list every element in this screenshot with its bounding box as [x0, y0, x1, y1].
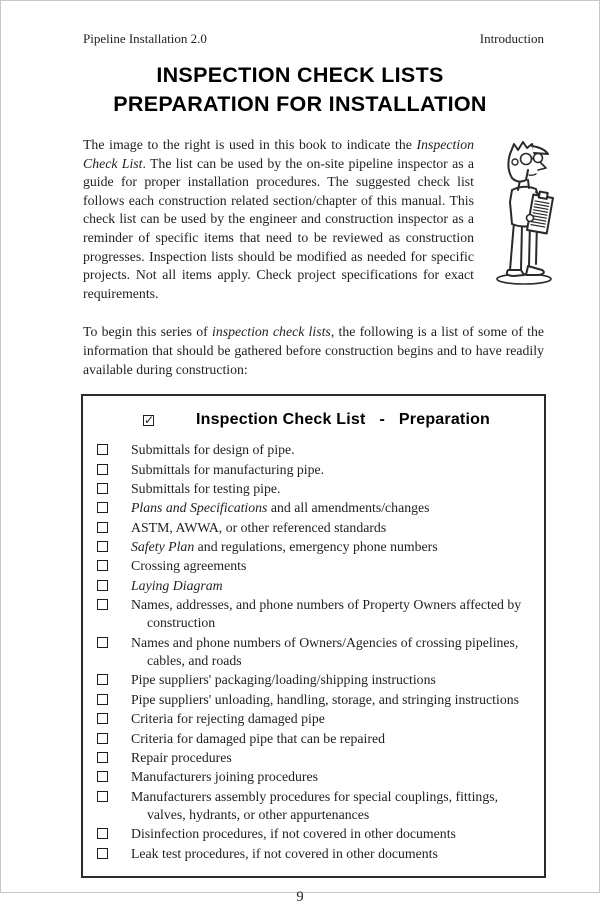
checkbox-unchecked-icon: [97, 848, 108, 859]
checklist-item: [97, 461, 536, 479]
checkbox-checked-icon: [143, 415, 154, 426]
checkbox-unchecked-icon: [97, 752, 108, 763]
checkbox-unchecked-icon: [97, 694, 108, 705]
intro-paragraph-italic: Inspection Check List: [83, 137, 474, 171]
checklist-header: [97, 411, 536, 429]
checklist-item: [97, 519, 536, 537]
checklist-item-label: Safety Plan and regulations, emergency phone numbers: [131, 539, 438, 555]
lead-in-paragraph-text-pre: To begin this series of: [83, 324, 212, 340]
checklist-item-label: Submittals for manufacturing pipe.: [131, 461, 325, 477]
lead-in-paragraph: [83, 323, 544, 379]
checkbox-unchecked-icon: [97, 674, 108, 685]
checklist-item-label: Pipe suppliers' packaging/loading/shipping instructions: [131, 672, 436, 688]
checklist-item-label: Criteria for rejecting damaged pipe: [131, 711, 325, 727]
checklist-item: [97, 671, 536, 689]
checklist-item: [97, 441, 536, 459]
checklist-item-label: Crossing agreements: [131, 558, 247, 574]
intro-paragraph-text-pre: The image to the right is used in this book to indicate the: [83, 137, 417, 152]
checkbox-unchecked-icon: [97, 541, 108, 552]
checkbox-unchecked-icon: [97, 502, 108, 513]
lead-in-paragraph-text-post: , the following is a list of some of the information that should be gathered before construction begins and to have readily available during construction:: [83, 324, 544, 377]
running-head-right: Introduction: [479, 31, 544, 46]
checklist-item: [97, 825, 536, 843]
checkbox-unchecked-icon: [97, 580, 108, 591]
checklist-item: [97, 730, 536, 748]
checkbox-unchecked-icon: [97, 444, 108, 455]
checklist-item: [97, 499, 536, 517]
checklist-item: [97, 788, 536, 824]
page-title: [1, 61, 599, 119]
checklist-title: Inspection Check List - Preparation: [195, 411, 491, 429]
checklist-item: [97, 634, 536, 670]
checklist-item: [97, 596, 536, 632]
inspection-checklist-box: [81, 394, 546, 878]
checklist-item: [97, 710, 536, 728]
checklist-item-label: Names, addresses, and phone numbers of Property Owners affected by construction: [131, 597, 522, 631]
checklist-item-label: Plans and Specifications and all amendments/changes: [131, 500, 430, 516]
running-head: [83, 31, 544, 47]
page-title-line-2: PREPARATION FOR INSTALLATION: [113, 92, 487, 116]
inspector-cartoon-icon: [484, 136, 570, 288]
checkbox-unchecked-icon: [97, 791, 108, 802]
lead-in-paragraph-italic: inspection check lists: [212, 324, 331, 340]
page-title-line-1: INSPECTION CHECK LISTS: [156, 63, 444, 87]
checklist-item-label: Disinfection procedures, if not covered in other documents: [131, 826, 456, 842]
checkbox-unchecked-icon: [97, 771, 108, 782]
checklist-item: [97, 749, 536, 767]
checklist-item: [97, 845, 536, 863]
checklist-item: [97, 538, 536, 556]
checklist-item-label: Submittals for design of pipe.: [131, 442, 295, 458]
checkbox-unchecked-icon: [97, 464, 108, 475]
checklist-item-label: Manufacturers assembly procedures for special couplings, fittings, valves, hydrants, or other appurtenances: [131, 788, 499, 822]
checkbox-unchecked-icon: [97, 560, 108, 571]
checklist-item: [97, 768, 536, 786]
checklist-item-label: Repair procedures: [131, 750, 232, 765]
inspector-clipboard-illustration: [484, 136, 570, 288]
checklist-item: [97, 557, 536, 575]
checklist-item-label: ASTM, AWWA, or other referenced standards: [131, 519, 387, 535]
checkbox-unchecked-icon: [97, 483, 108, 494]
intro-paragraph-text-post: . The list can be used by the on-site pipeline inspector as a guide for proper installation procedures. The suggested check list follows each construction related section/chapter of this manual. This check list can be used by the engineer and construction inspector as a reminder of specific items that need to be reviewed as construction progresses. Inspection lists should be modified as needed for specific projects. Not all items apply. Check project specifications for exact requirements.: [83, 155, 474, 301]
page-number: 9: [296, 889, 304, 906]
checkbox-unchecked-icon: [97, 733, 108, 744]
checklist-item-label: Names and phone numbers of Owners/Agencies of crossing pipelines, cables, and roads: [131, 634, 519, 669]
checklist-item-label: Leak test procedures, if not covered in other documents: [131, 845, 438, 861]
checklist-item-label: Submittals for testing pipe.: [131, 480, 281, 496]
checklist-item: [97, 577, 536, 595]
checklist-items: [97, 441, 536, 863]
intro-paragraph: [83, 136, 544, 303]
checkbox-unchecked-icon: [97, 522, 108, 533]
running-head-left: Pipeline Installation 2.0: [83, 31, 207, 46]
checkbox-unchecked-icon: [97, 599, 108, 610]
checklist-item-label: Manufacturers joining procedures: [131, 769, 318, 785]
checklist-item-label: Laying Diagram: [131, 577, 223, 593]
checklist-item: [97, 480, 536, 498]
checklist-item-label: Criteria for damaged pipe that can be repaired: [131, 730, 385, 746]
checklist-item: [97, 691, 536, 709]
checklist-item-label: Pipe suppliers' unloading, handling, storage, and stringing instructions: [131, 691, 519, 707]
checkbox-unchecked-icon: [97, 828, 108, 839]
checkbox-unchecked-icon: [97, 713, 108, 724]
checkbox-unchecked-icon: [97, 637, 108, 648]
